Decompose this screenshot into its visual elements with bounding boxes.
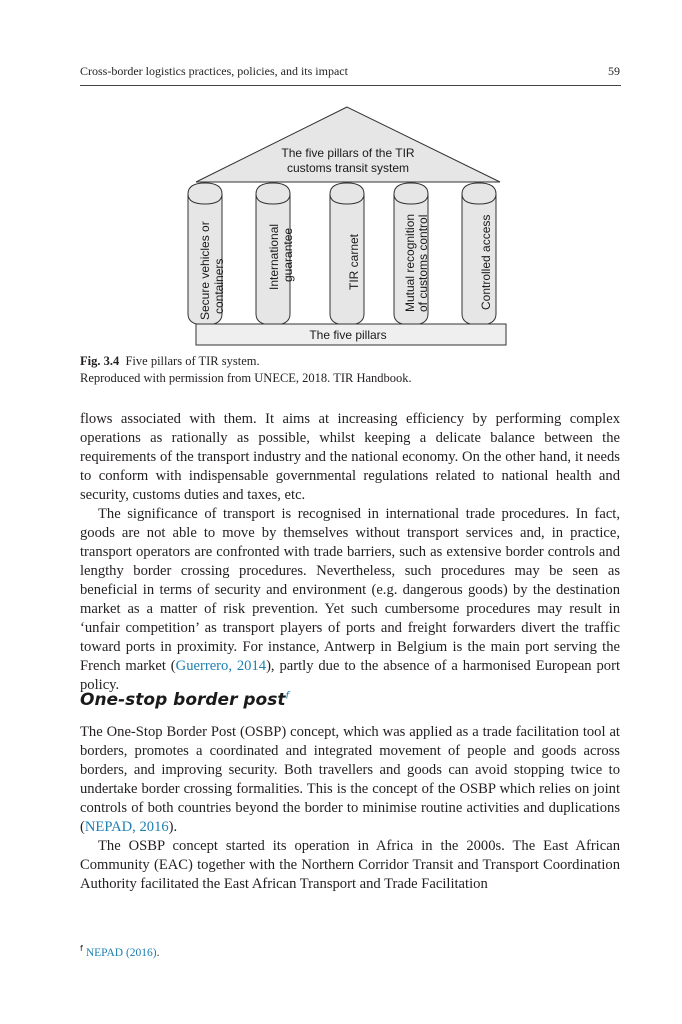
pillar-4 bbox=[394, 183, 430, 325]
page-number: 59 bbox=[608, 64, 620, 78]
pillar-4-label-line1: Mutual recognition bbox=[403, 213, 417, 312]
roof-label-line1: The five pillars of the TIR bbox=[281, 146, 415, 160]
footnote: $^f$ NEPAD (2016). bbox=[80, 944, 160, 959]
body-block-2 bbox=[80, 723, 620, 894]
body-block-1 bbox=[80, 410, 620, 695]
pillar-1-label-line1: Secure vehicles or bbox=[198, 221, 212, 320]
figure-source: Reproduced with permission from UNECE, 2018. TIR Handbook. bbox=[80, 371, 412, 385]
figure-title: Five pillars of TIR system. bbox=[125, 354, 260, 368]
citation-nepad[interactable]: NEPAD, 2016 bbox=[84, 819, 169, 835]
pillar-4-label-line2: of customs control bbox=[416, 214, 430, 312]
base-label: The five pillars bbox=[309, 328, 387, 342]
section-heading: One-stop border post$^f$ bbox=[80, 690, 290, 710]
paragraph-4: The OSBP concept started its operation in Africa in the 2000s. The East African Community (EAC) together with the Northern Corridor Transit and Transport Coordination Authority facilitated the East African Transport and Trade Facilitation bbox=[80, 838, 620, 892]
paragraph-3: The One-Stop Border Post (OSBP) concept, which was applied as a trade facilitation tool at borders, promotes a coordinated and integrated movement of people and goods across borders, and improving security. Both travellers and goods can avoid stopping twice to undertake border crossing formalities. This is the concept of the OSBP which relies on joint controls of both countries beyond the border to minimise routine activities and duplications (NEPAD, 2016). bbox=[80, 724, 620, 835]
running-title: Cross-border logistics practices, policies, and its impact bbox=[80, 64, 348, 78]
figure-caption bbox=[80, 353, 620, 387]
pillar-1 bbox=[188, 183, 226, 325]
pillar-2-label-line1: International bbox=[267, 223, 281, 290]
pillar-5 bbox=[462, 183, 496, 325]
pillar-2 bbox=[256, 183, 295, 325]
header-rule bbox=[80, 85, 621, 86]
pillar-3 bbox=[330, 183, 364, 325]
citation-guerrero[interactable]: Guerrero, 2014 bbox=[175, 658, 267, 674]
paragraph-1: flows associated with them. It aims at increasing efficiency by performing complex operations as rationally as possible, whilst keeping a delicate balance between the requirements of the transport industry and the national economy. On the other hand, it needs to conform with indispensable governmental regulations related to national health and security, customs duties and taxes, etc. bbox=[80, 411, 620, 503]
footnote-marker[interactable]: f bbox=[285, 690, 290, 702]
roof-label-line2: customs transit system bbox=[286, 161, 410, 175]
pillar-1-label-line2: containers bbox=[212, 258, 226, 314]
figure-five-pillars bbox=[180, 100, 520, 355]
figure-number: Fig. 3.4 bbox=[80, 354, 120, 368]
paragraph-2: The significance of transport is recognised in international trade procedures. In fact, goods are not able to move by themselves without transport services and, in practice, transport operators are confronted with trade barriers, such as extensive border controls and lengthy border crossing procedures. Nevertheless, such procedures may be seen as beneficial in terms of security and environment (e.g. dangerous goods) by the destination market as a matter of risk prevention. Yet such cumbersome procedures may result in ‘unfair competition’ as transport players of ports and freight forwarders divert the traffic toward ports in proximity. For instance, Antwerp in Belgium is the main port serving the French market (Guerrero, 2014), partly due to the absence of a harmonised European port policy. bbox=[80, 506, 620, 693]
footnote-mark: f bbox=[80, 944, 83, 953]
pillar-5-label: Controlled access bbox=[479, 214, 493, 310]
running-head bbox=[80, 64, 620, 84]
pillars-diagram bbox=[180, 100, 520, 355]
pillar-3-label: TIR carnet bbox=[347, 233, 361, 290]
footnote-reference[interactable]: NEPAD (2016) bbox=[85, 946, 157, 959]
pillar-2-label-line2: guarantee bbox=[281, 227, 295, 282]
